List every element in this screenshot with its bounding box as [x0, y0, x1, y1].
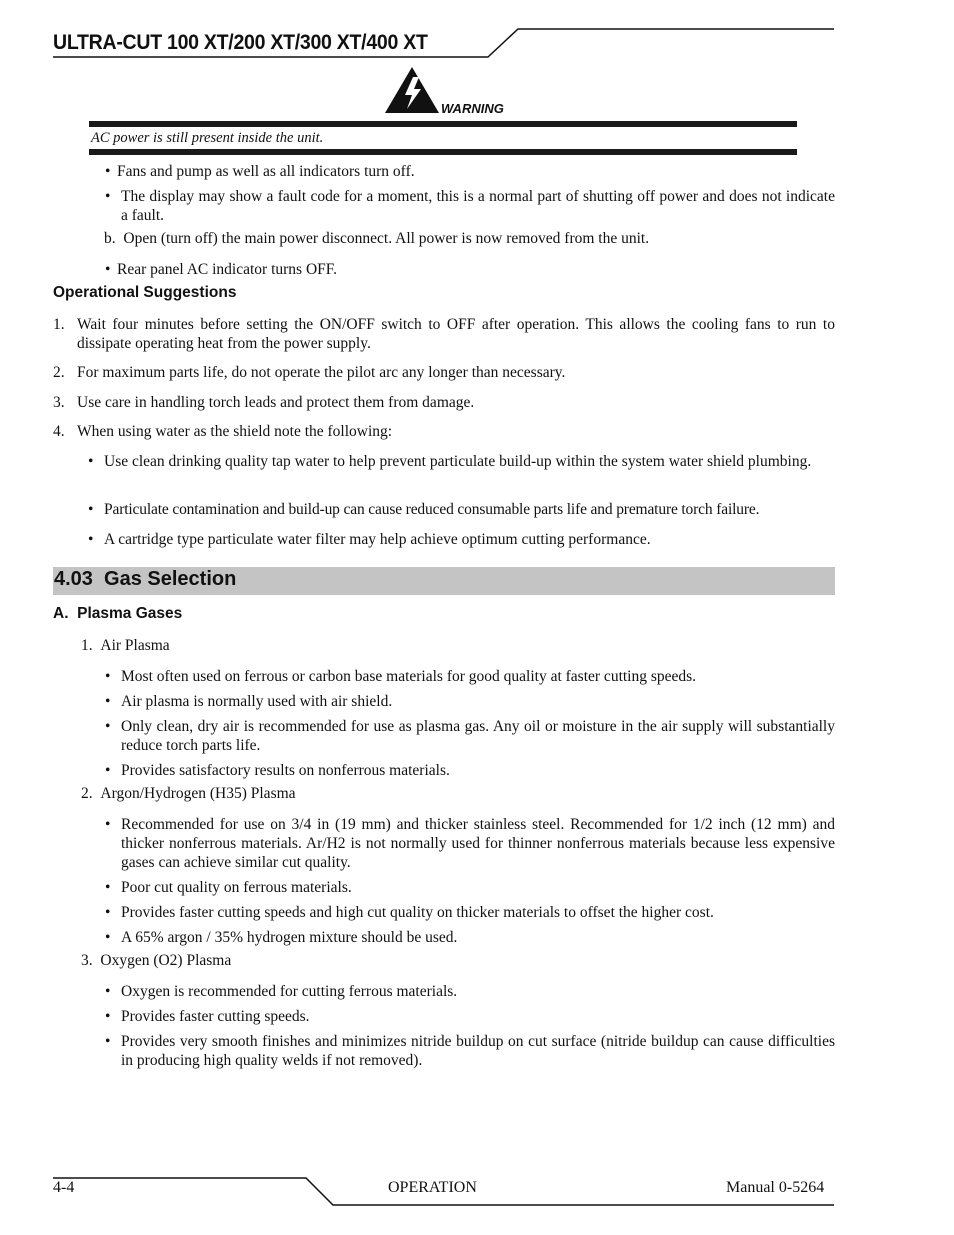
gas-item-oxygen: 3. Oxygen (O2) Plasma [81, 952, 232, 969]
list-item: • Particulate contamination and build-up can cause reduced consumable parts life and premature torch failure. [88, 501, 760, 518]
list-item: • Oxygen is recommended for cutting ferrous materials. [105, 983, 458, 1000]
warning-lightning-icon [383, 65, 441, 115]
gas-item-h35: 2. Argon/Hydrogen (H35) Plasma [81, 785, 296, 802]
list-item: • The display may show a fault code for a moment, this is a normal part of shutting off power and does not indicate a fault. [105, 188, 835, 224]
header-title: ULTRA-CUT 100 XT/200 XT/300 XT/400 XT [53, 31, 428, 54]
step-b: b. Open (turn off) the main power disconnect. All power is now removed from the unit. [104, 230, 650, 247]
numbered-item: 1. Wait four minutes before setting the ON/OFF switch to OFF after operation. This allows the cooling fans to run to dissipate operating heat from the power supply. [53, 316, 835, 352]
list-item: • Fans and pump as well as all indicators turn off. [105, 163, 415, 180]
warning-text: AC power is still present inside the unit. [91, 130, 324, 146]
list-item: • Provides very smooth finishes and minimizes nitride buildup on cut surface (nitride buildup can cause difficulties in producing high quality welds if not removed). [105, 1033, 835, 1069]
gas-item-air: 1. Air Plasma [81, 637, 170, 654]
list-item: • Poor cut quality on ferrous materials. [105, 879, 352, 896]
warning-top-bar [89, 121, 797, 127]
numbered-item: 3. Use care in handling torch leads and protect them from damage. [53, 394, 475, 411]
list-item: • Use clean drinking quality tap water to help prevent particulate build-up within the system water shield plumbing. [88, 453, 812, 470]
warning-label: WARNING [441, 101, 504, 116]
numbered-item: 2. For maximum parts life, do not operate the pilot arc any longer than necessary. [53, 364, 566, 381]
list-item: • Provides faster cutting speeds and high cut quality on thicker materials to offset the higher cost. [105, 904, 714, 921]
list-item: • Provides satisfactory results on nonferrous materials. [105, 762, 450, 779]
list-item: • Rear panel AC indicator turns OFF. [105, 261, 338, 278]
list-item: • Most often used on ferrous or carbon base materials for good quality at faster cutting speeds. [105, 668, 697, 685]
operational-heading: Operational Suggestions [53, 284, 237, 301]
list-item: • Provides faster cutting speeds. [105, 1008, 310, 1025]
list-item: • Air plasma is normally used with air shield. [105, 693, 393, 710]
numbered-item: 4. When using water as the shield note the following: [53, 423, 393, 440]
plasma-gases-heading: A. Plasma Gases [53, 605, 183, 622]
list-item: • A cartridge type particulate water filter may help achieve optimum cutting performance. [88, 531, 651, 548]
list-item: • A 65% argon / 35% hydrogen mixture should be used. [105, 929, 458, 946]
footer-section: OPERATION [388, 1179, 477, 1196]
footer-manual: Manual 0-5264 [726, 1179, 825, 1196]
list-item: • Recommended for use on 3/4 in (19 mm) and thicker stainless steel. Recommended for 1/2 inch (12 mm) and thicker nonferrous materials. Ar/H2 is not normally used for thinner nonferrous materials because less expensive gases can achieve similar cut quality. [105, 816, 835, 871]
warning-bottom-bar [89, 149, 797, 155]
footer-page-number: 4-4 [53, 1179, 75, 1196]
section-title: 4.03 Gas Selection [54, 568, 237, 590]
list-item: • Only clean, dry air is recommended for use as plasma gas. Any oil or moisture in the air supply will substantially reduce torch parts life. [105, 718, 835, 754]
